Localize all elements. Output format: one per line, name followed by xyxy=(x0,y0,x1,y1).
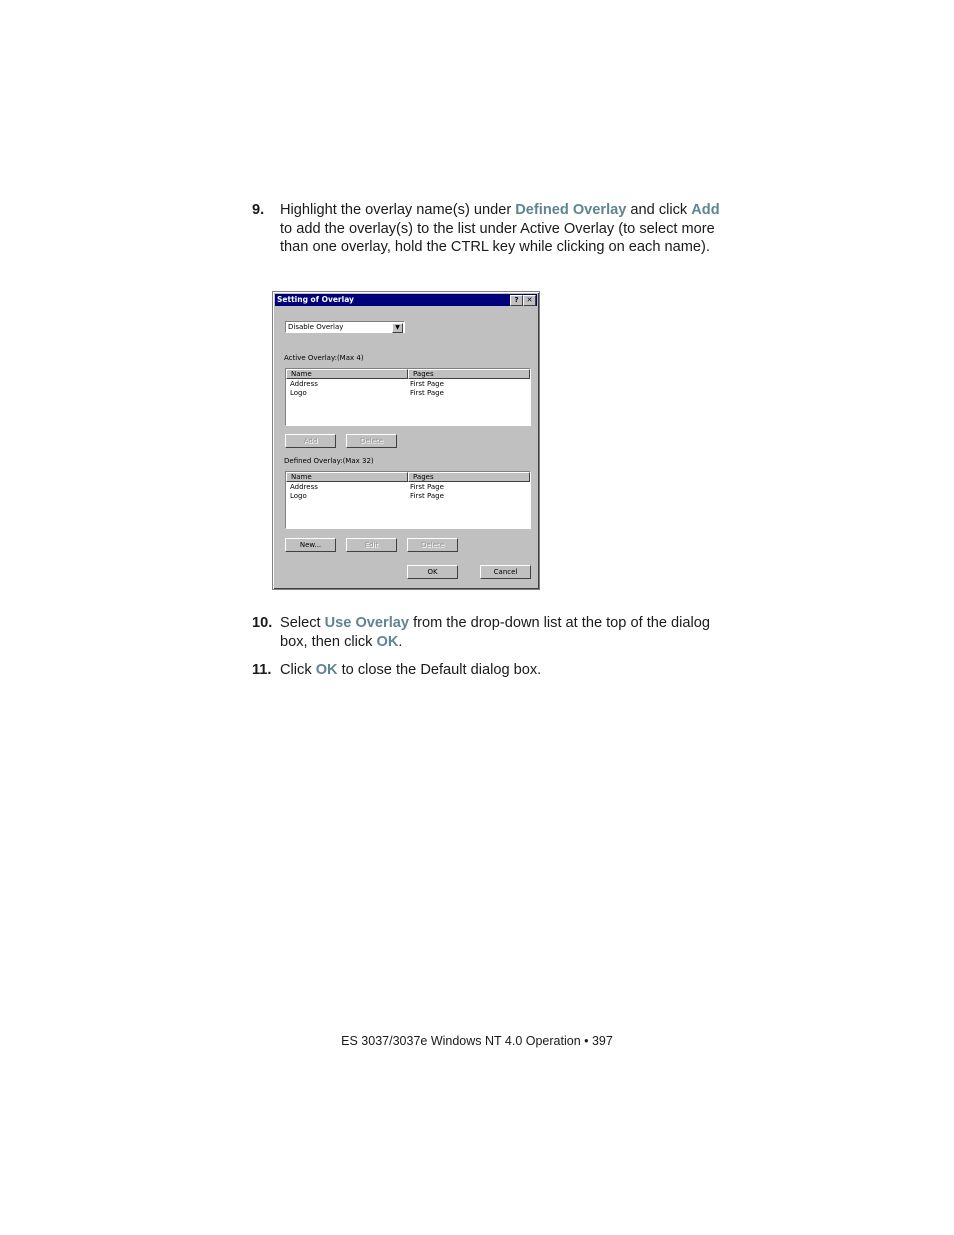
delete-active-button[interactable]: Delete xyxy=(346,434,397,448)
step-text-part: to close the Default dialog box. xyxy=(337,662,542,678)
step-text-part: and click xyxy=(626,202,692,218)
dropdown-value: Disable Overlay xyxy=(288,323,344,331)
help-icon[interactable]: ? xyxy=(510,295,523,306)
active-overlay-list[interactable] xyxy=(285,368,531,426)
add-button[interactable]: Add xyxy=(285,434,336,448)
ok-button[interactable]: OK xyxy=(407,565,458,579)
setting-of-overlay-dialog xyxy=(272,291,540,590)
close-icon[interactable]: ✕ xyxy=(523,295,536,306)
step-text-part: from the drop-down list at the top of the dialog box, then click xyxy=(280,615,710,650)
column-header-label: Name xyxy=(291,370,312,378)
edit-button[interactable]: Edit xyxy=(346,538,397,552)
ok-keyword: OK xyxy=(376,633,399,650)
new-button[interactable]: New... xyxy=(285,538,336,552)
step-text xyxy=(280,614,722,651)
step-text-part: Select xyxy=(280,615,325,631)
step-text-part: to add the overlay(s) to the list under Active Overlay (to select more than one overlay, hold the CTRL key while clicking on each name). xyxy=(280,220,715,256)
column-header-pages[interactable] xyxy=(408,472,530,482)
list-item[interactable] xyxy=(286,492,530,501)
dialog-titlebar xyxy=(275,294,537,306)
ok-keyword: OK xyxy=(315,662,338,678)
step-text-part: Highlight the overlay name(s) under xyxy=(280,202,516,218)
chevron-down-icon[interactable]: ▼ xyxy=(392,323,403,333)
defined-overlay-keyword: Defined Overlay xyxy=(515,202,627,218)
list-item[interactable] xyxy=(286,389,530,398)
step-number: 10. xyxy=(252,615,273,631)
step-9 xyxy=(252,201,722,257)
defined-overlay-list[interactable] xyxy=(285,471,531,529)
row-name: Address xyxy=(290,483,318,491)
step-text-part: Click xyxy=(280,662,316,678)
column-header-pages[interactable] xyxy=(408,369,530,379)
dialog-title: Setting of Overlay xyxy=(277,295,354,304)
step-text-part: . xyxy=(398,633,403,650)
row-name: Logo xyxy=(290,492,307,500)
step-text xyxy=(280,201,722,257)
step-number: 9. xyxy=(252,202,265,218)
step-text xyxy=(280,661,722,680)
defined-overlay-label: Defined Overlay:(Max 32) xyxy=(284,457,374,465)
column-header-name[interactable] xyxy=(286,369,408,379)
column-header-name[interactable] xyxy=(286,472,408,482)
row-pages: First Page xyxy=(410,492,444,500)
page-footer: ES 3037/3037e Windows NT 4.0 Operation • 397 xyxy=(341,1034,613,1048)
overlay-mode-dropdown[interactable] xyxy=(285,321,405,333)
row-pages: First Page xyxy=(410,389,444,397)
cancel-button[interactable]: Cancel xyxy=(480,565,531,579)
delete-defined-button[interactable]: Delete xyxy=(407,538,458,552)
column-header-label: Pages xyxy=(413,370,434,378)
row-pages: First Page xyxy=(410,483,444,491)
column-header-label: Name xyxy=(291,473,312,481)
step-10 xyxy=(252,614,722,651)
list-item[interactable] xyxy=(286,380,530,389)
step-number: 11. xyxy=(252,662,272,678)
add-keyword: Add xyxy=(691,202,720,218)
row-name: Logo xyxy=(290,389,307,397)
list-item[interactable] xyxy=(286,483,530,492)
row-name: Address xyxy=(290,380,318,388)
active-overlay-label: Active Overlay:(Max 4) xyxy=(284,354,364,362)
row-pages: First Page xyxy=(410,380,444,388)
step-11 xyxy=(252,661,722,680)
use-overlay-keyword: Use Overlay xyxy=(324,615,410,631)
column-header-label: Pages xyxy=(413,473,434,481)
